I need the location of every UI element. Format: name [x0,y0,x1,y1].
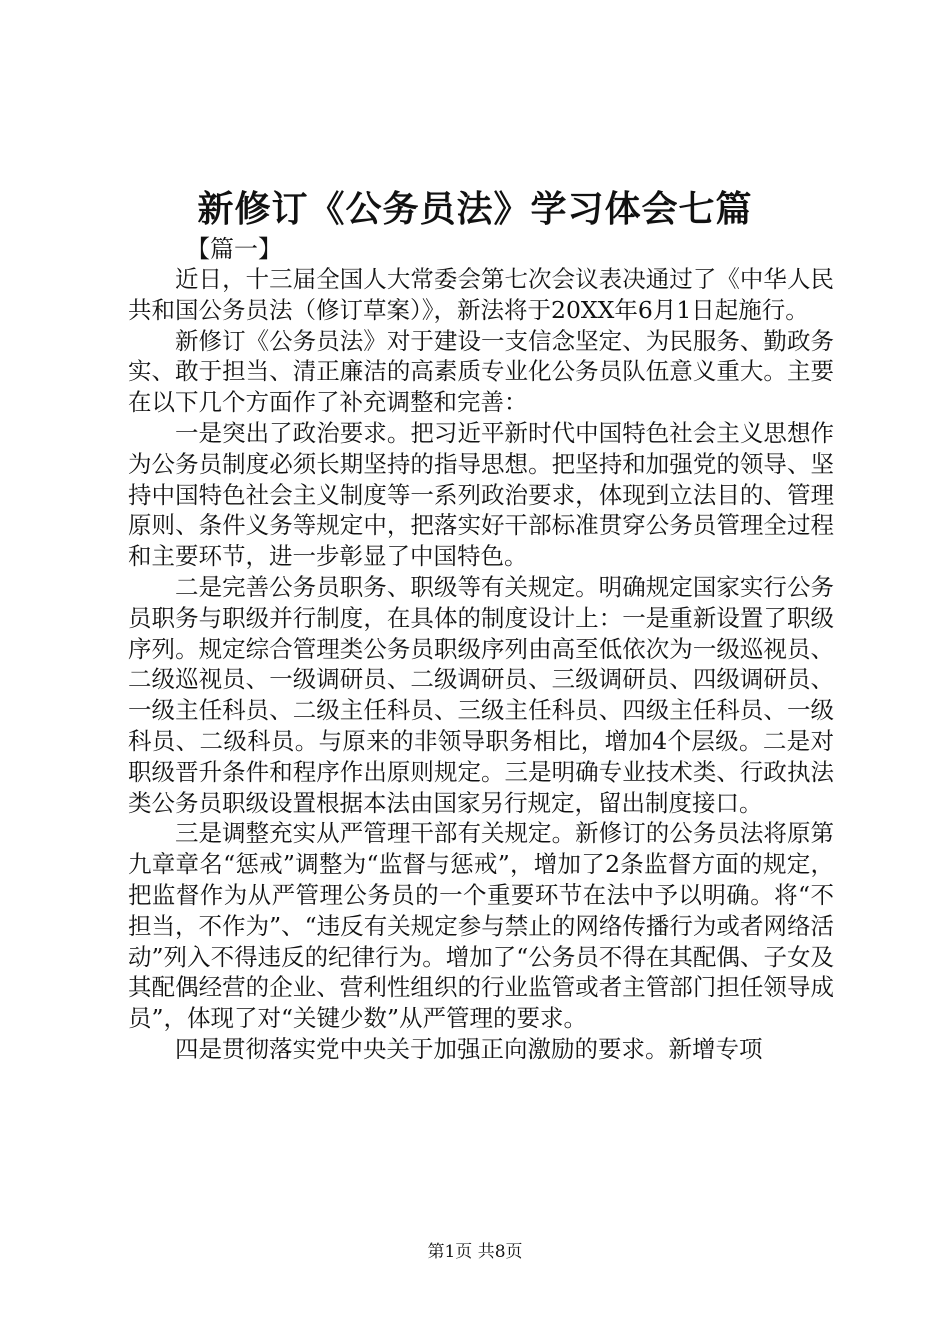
paragraph: 四是贯彻落实党中央关于加强正向激励的要求。新增专项 [175,1034,763,1063]
paragraph: 近日，十三届全国人大常委会第七次会议表决通过了《中华人民共和国公务员法（修订草案）》，新法将于20XX年6月1日起施行。 [128,265,834,324]
document-body [128,264,834,1065]
paragraph: 一是突出了政治要求。把习近平新时代中国特色社会主义思想作为公务员制度必须长期坚持的指导思想。把坚持和加强党的领导、坚持中国特色社会主义制度等一系列政治要求，体现到立法目的、管理原则、条件义务等规定中，把落实好干部标准贯穿公务员管理全过程和主要环节，进一步彰显了中国特色。 [128,418,834,571]
section-label: 【篇一】 [186,235,282,263]
paragraph: 二是完善公务员职务、职级等有关规定。明确规定国家实行公务员职务与职级并行制度，在具体的制度设计上：一是重新设置了职级序列。规定综合管理类公务员职级序列由高至低依次为一级巡视员、二级巡视员、一级调研员、二级调研员、三级调研员、四级调研员、一级主任科员、二级主任科员、三级主任科员、四级主任科员、一级科员、二级科员。与原来的非领导职务相比，增加4个层级。二是对职级晋升条件和程序作出原则规定。三是明确专业技术类、行政执法类公务员职级设置根据本法由国家另行规定，留出制度接口。 [128,572,834,817]
paragraph: 三是调整充实从严管理干部有关规定。新修订的公务员法将原第九章章名“惩戒”调整为“监督与惩戒”，增加了2条监督方面的规定，把监督作为从严管理公务员的一个重要环节在法中予以明确。将“不担当，不作为”、“违反有关规定参与禁止的网络传播行为或者网络活动”列入不得违反的纪律行为。增加了“公务员不得在其配偶、子女及其配偶经营的企业、营利性组织的行业监管或者主管部门担任领导成员”，体现了对“关键少数”从严管理的要求。 [128,819,834,1033]
paragraph: 新修订《公务员法》对于建设一支信念坚定、为民服务、勤政务实、敢于担当、清正廉洁的高素质专业化公务员队伍意义重大。主要在以下几个方面作了补充调整和完善： [128,326,834,417]
document-title: 新修订《公务员法》学习体会七篇 [197,188,753,230]
page-number-footer: 第1页 共8页 [427,1242,523,1262]
